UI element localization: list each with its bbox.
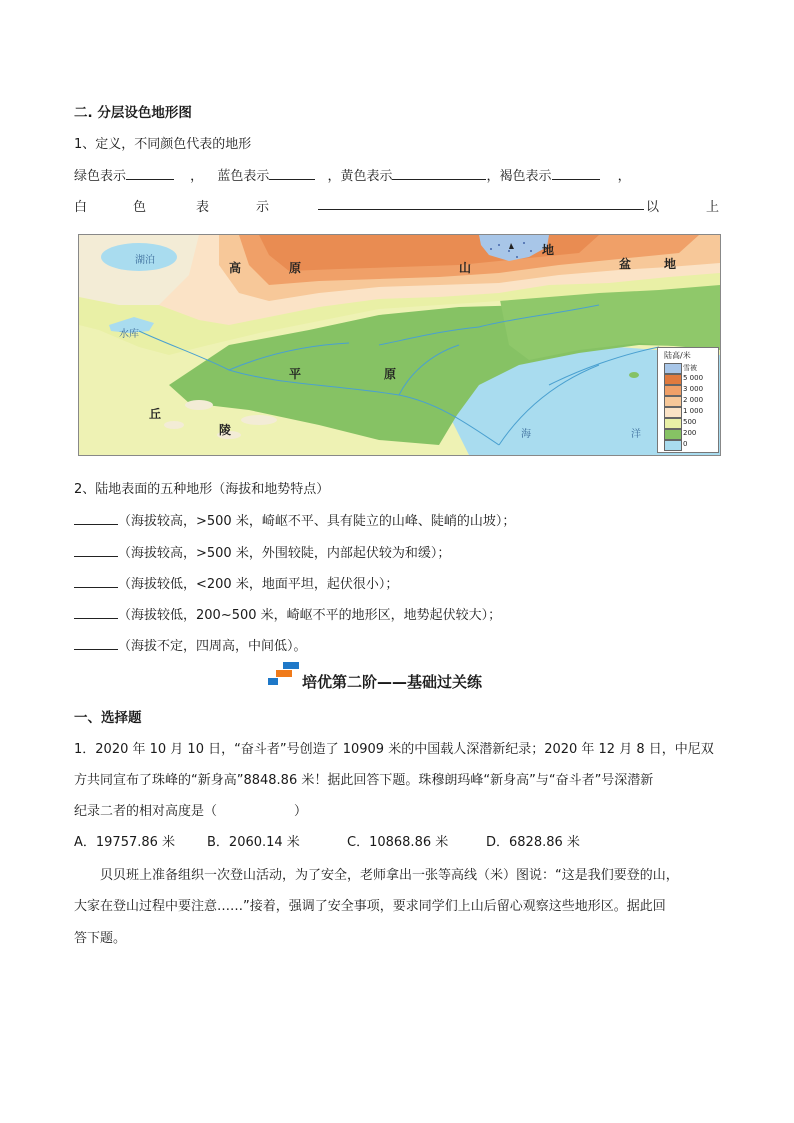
brown-blank[interactable] — [552, 167, 600, 180]
option-b[interactable]: B．2060.14 米 — [207, 835, 300, 850]
plateau-label-2: 原 — [289, 261, 302, 275]
hill-label-1: 丘 — [149, 407, 162, 421]
legend-swatch — [664, 407, 682, 418]
question-1-line-3: 纪录二者的相对高度是（ — [74, 804, 218, 819]
legend-label: 3 000 — [683, 385, 704, 393]
legend-label: 200 — [683, 429, 697, 437]
yellow-label: ，黄色表示 — [327, 169, 393, 184]
answer-blank[interactable] — [74, 575, 118, 588]
landform-item — [74, 542, 450, 561]
basin-label-2: 地 — [664, 257, 677, 271]
map-legend — [657, 347, 719, 453]
question-1-label: 1、定义，不同颜色代表的地形 — [74, 137, 252, 152]
landform-item — [74, 573, 398, 592]
yi-char: 以 — [646, 200, 660, 215]
legend-swatch — [664, 363, 682, 374]
legend-swatch — [664, 385, 682, 396]
plain-label-2: 原 — [384, 367, 397, 381]
question-2-label: 2、陆地表面的五种地形（海拔和地势特点） — [74, 482, 330, 497]
green-blank[interactable] — [126, 167, 174, 180]
landform-desc: （海拔较低，200~500 米，崎岖不平的地形区，地势起伏较大）； — [118, 608, 502, 623]
answer-blank[interactable] — [74, 637, 118, 650]
mountain-label-2: 地 — [542, 243, 555, 257]
answer-blank[interactable] — [74, 606, 118, 619]
white-char-3: 表 — [196, 200, 210, 215]
brown-label: ，褐色表示 — [486, 169, 552, 184]
passage-line-2: 大家在登山过程中要注意……”接着，强调了安全事项，要求同学们上山后留心观察这些地形区。据此回 — [74, 899, 666, 914]
legend-swatch — [664, 374, 682, 385]
title-decor-icon — [276, 670, 292, 677]
passage-line-3: 答下题。 — [74, 931, 127, 946]
level-title: 培优第二阶——基础过关练 — [302, 673, 483, 691]
landform-desc: （海拔较高，>500 米，外围较陡，内部起伏较为和缓）； — [118, 546, 451, 561]
section-heading-choice: 一、选择题 — [74, 710, 142, 726]
option-a[interactable]: A．19757.86 米 — [74, 835, 176, 850]
yellow-blank[interactable] — [392, 167, 486, 180]
blue-blank[interactable] — [269, 167, 315, 180]
white-blank[interactable] — [318, 197, 644, 210]
legend-swatch — [664, 440, 682, 451]
question-1-line-2: 方共同宣布了珠峰的“新身高”8848.86 米！据此回答下题。珠穆朗玛峰“新身高”与“奋斗者”号深潜新 — [74, 773, 654, 788]
sea-label: 海 — [521, 429, 531, 440]
landform-item — [74, 635, 307, 654]
option-c[interactable]: C．10868.86 米 — [347, 835, 449, 850]
legend-swatch — [664, 429, 682, 440]
lake-label: 湖泊 — [135, 255, 155, 266]
plain-label-1: 平 — [289, 367, 302, 381]
ocean-label: 洋 — [631, 429, 641, 440]
blue-label: 蓝色表示 — [217, 169, 270, 184]
white-char-2: 色 — [133, 200, 147, 215]
reservoir-label: 水库 — [119, 329, 139, 340]
section-heading: 二. 分层设色地形图 — [74, 105, 192, 121]
legend-label: 2 000 — [683, 396, 704, 404]
landform-item — [74, 510, 515, 529]
legend-label: 5 000 — [683, 374, 704, 382]
legend-label: 0 — [683, 440, 688, 448]
green-label: 绿色表示 — [74, 169, 127, 184]
topographic-map — [78, 234, 721, 456]
mountain-label: 山 — [459, 261, 472, 275]
option-d[interactable]: D．6828.86 米 — [486, 835, 580, 850]
legend-swatch — [664, 396, 682, 407]
hill-label-2: 陵 — [219, 423, 232, 437]
legend-title: 陆高/米 — [664, 351, 691, 360]
legend-label: 500 — [683, 418, 697, 426]
plateau-label-1: 高 — [229, 261, 242, 275]
question-1-line-1: 1．2020 年 10 月 10 日，“奋斗者”号创造了 10909 米的中国载人深潜新纪录；2020 年 12 月 8 日，中尼双 — [74, 742, 714, 757]
basin-label-1: 盆 — [619, 257, 632, 271]
end-mark: ， — [617, 169, 631, 184]
separator: ， — [190, 169, 204, 184]
landform-desc: （海拔较低，<200 米，地面平坦，起伏很小）； — [118, 577, 399, 592]
landform-item — [74, 604, 501, 623]
landform-desc: （海拔不定，四周高，中间低）。 — [118, 639, 307, 654]
title-decor-icon — [283, 662, 299, 669]
passage-line-1: 贝贝班上准备组织一次登山活动，为了安全，老师拿出一张等高线（米）图说：“这是我们要登的山， — [100, 868, 679, 883]
white-char-4: 示 — [256, 200, 270, 215]
landform-desc: （海拔较高，>500 米，崎岖不平、具有陡立的山峰、陡峭的山坡）； — [118, 514, 516, 529]
answer-paren-close: ） — [294, 804, 308, 819]
answer-blank[interactable] — [74, 512, 118, 525]
title-decor-icon — [268, 678, 278, 685]
shang-char: 上 — [706, 200, 720, 215]
legend-label: 1 000 — [683, 407, 704, 415]
answer-blank[interactable] — [74, 544, 118, 557]
legend-swatch — [664, 418, 682, 429]
legend-label: 雪被 — [683, 364, 697, 372]
color-fill-line — [74, 165, 631, 184]
white-char-1: 白 — [74, 200, 88, 215]
